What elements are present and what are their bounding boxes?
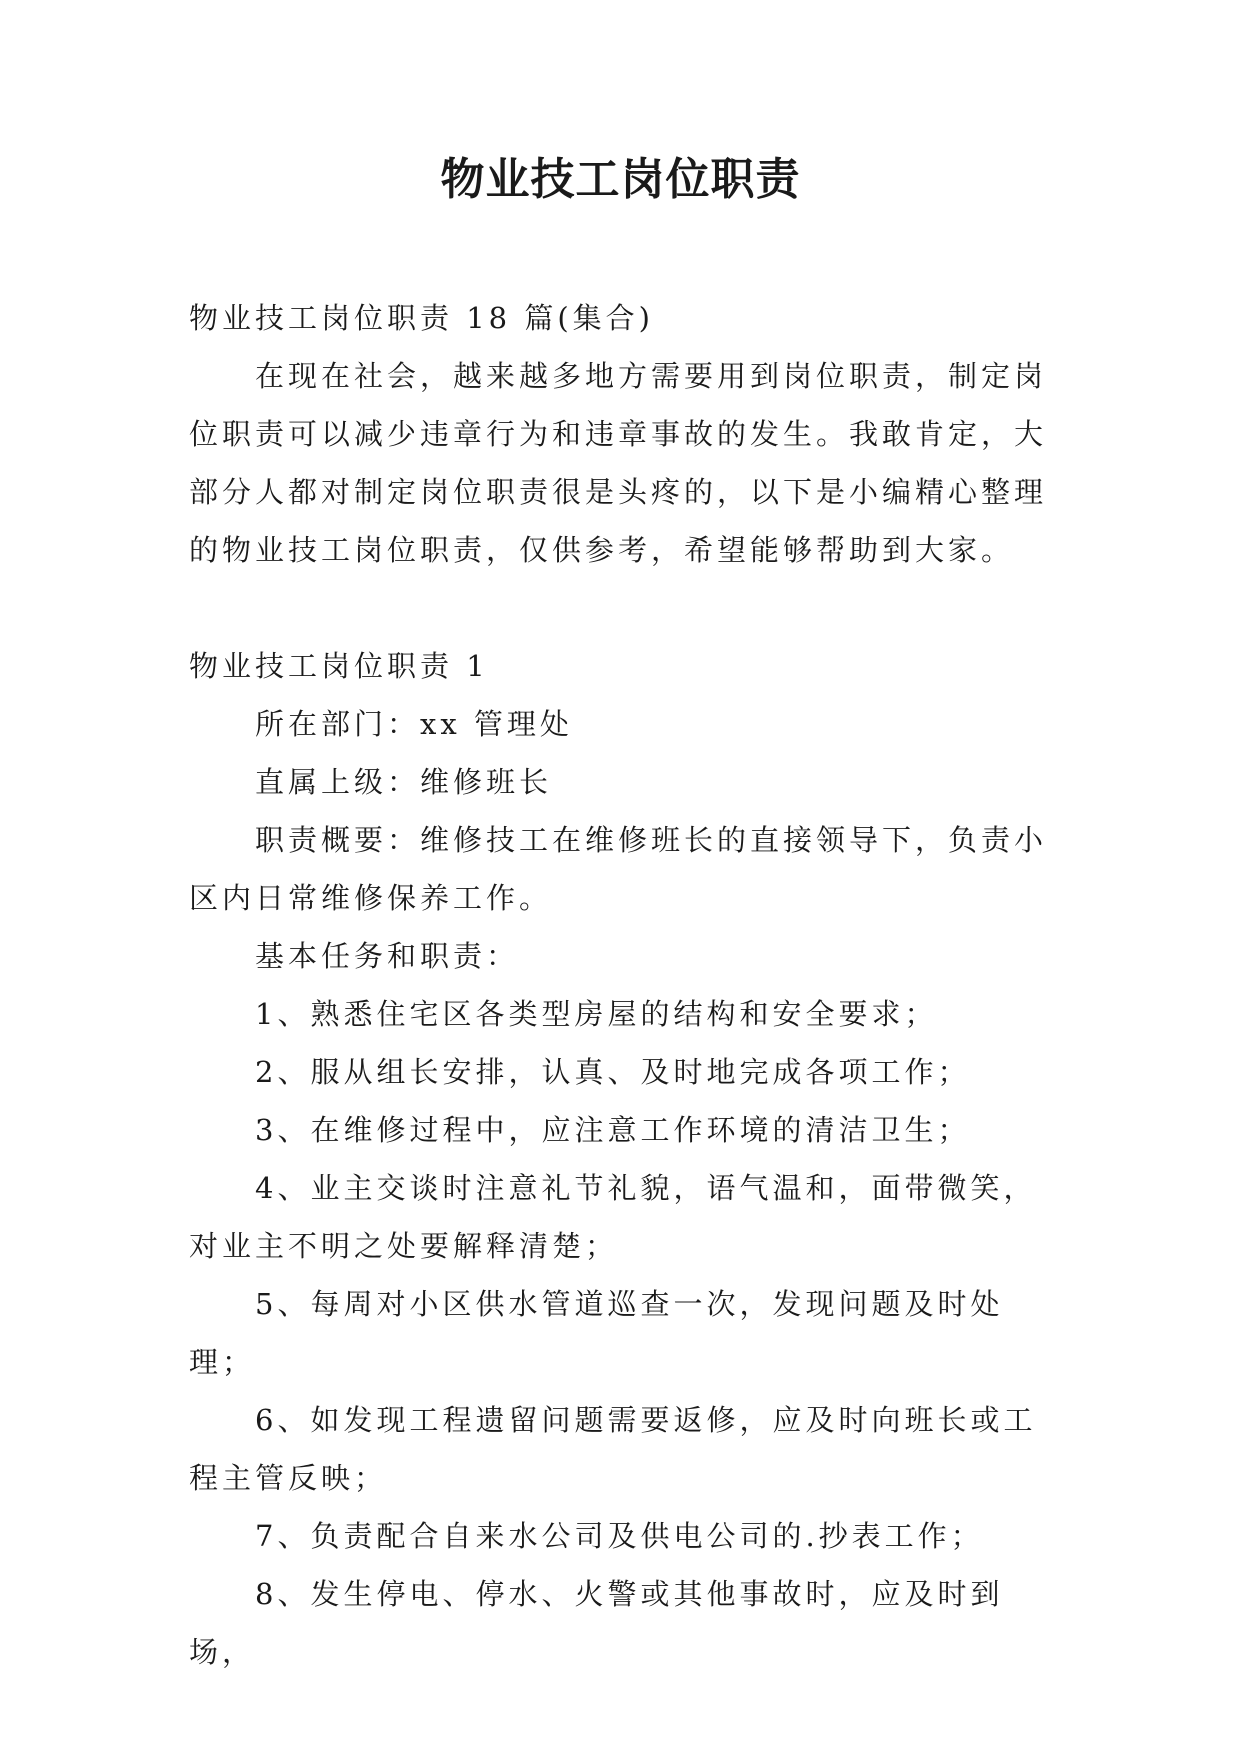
list-item: 3、在维修过程中，应注意工作环境的清洁卫生； [255,1113,971,1147]
intro-paragraph: 在现在社会，越来越多地方需要用到岗位职责，制定岗位职责可以减少违章行为和违章事故的发生。我敢肯定，大部分人都对制定岗位职责很是头疼的，以下是小编精心整理的物业技工岗位职责，仅供参考，希望能够帮助到大家。 [189,359,1048,567]
superior-line: 直属上级：维修班长 [255,765,553,799]
department-line: 所在部门：xx 管理处 [255,707,573,741]
list-item: 1、熟悉住宅区各类型房屋的结构和安全要求； [255,997,938,1031]
summary-paragraph: 职责概要：维修技工在维修班长的直接领导下，负责小区内日常维修保养工作。 [189,823,1048,915]
list-item: 4、业主交谈时注意礼节礼貌，语气温和，面带微笑，对业主不明之处要解释清楚； [189,1171,1037,1263]
document-subtitle: 物业技工岗位职责 18 篇(集合) [189,301,654,335]
document-body [189,289,1059,1681]
paragraph-gap [189,579,1059,637]
list-item: 6、如发现工程遗留问题需要返修，应及时向班长或工程主管反映； [189,1403,1037,1495]
list-item: 5、每周对小区供水管道巡查一次，发现问题及时处理； [189,1287,1004,1379]
list-item: 7、负责配合自来水公司及供电公司的.抄表工作； [255,1519,984,1553]
list-item: 8、发生停电、停水、火警或其他事故时，应及时到场， [189,1577,1004,1669]
list-item: 2、服从组长安排，认真、及时地完成各项工作； [255,1055,971,1089]
section-heading: 物业技工岗位职责 1 [189,649,489,683]
tasks-heading: 基本任务和职责： [255,939,520,973]
document-title: 物业技工岗位职责 [440,154,801,205]
